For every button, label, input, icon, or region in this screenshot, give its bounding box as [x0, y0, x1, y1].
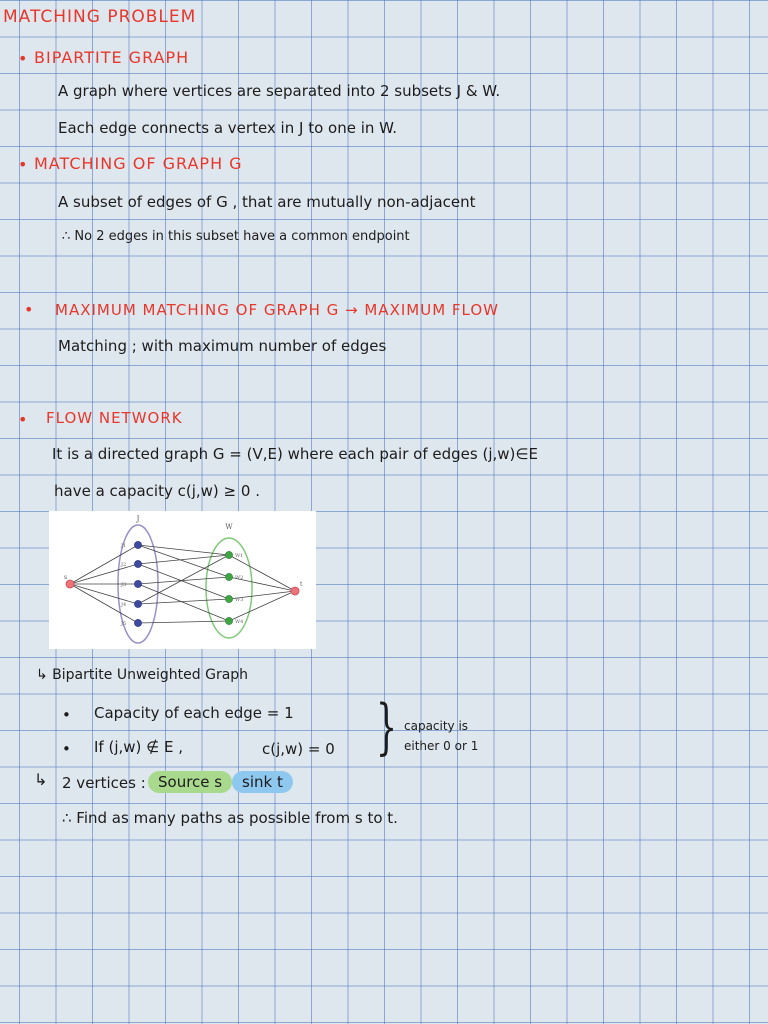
- w-node: [225, 595, 232, 602]
- w-node-label: W1: [235, 553, 244, 559]
- source-edge: [70, 584, 138, 623]
- j-node-label: J5: [121, 621, 127, 627]
- flow-line-1: It is a directed graph G = (V,E) where each pair of edges (j,w)∈E: [52, 445, 538, 463]
- w-set-label: W: [225, 523, 233, 531]
- bullet-dot: •: [62, 706, 71, 724]
- j-node-label: J3: [121, 582, 127, 588]
- w-node-label: W3: [235, 597, 244, 603]
- w-node: [225, 551, 232, 558]
- bullet-dot: •: [18, 49, 29, 68]
- w-node: [225, 573, 232, 580]
- source-highlight: Source s: [148, 771, 232, 793]
- vertices-arrow: ↳: [34, 770, 48, 789]
- brace-note: capacity is either 0 or 1: [404, 719, 479, 753]
- bipartite-edge: [138, 584, 229, 621]
- if-line: If (j,w) ∉ E ,: [94, 738, 183, 756]
- sink-node-label: t: [300, 581, 303, 588]
- j-node-label: J1: [121, 543, 127, 549]
- source-node-label: s: [64, 574, 68, 581]
- capacity-line: Capacity of each edge = 1: [94, 704, 294, 722]
- flow-heading: FLOW NETWORK: [46, 409, 183, 427]
- max-matching-heading: MAXIMUM MATCHING OF GRAPH G → MAXIMUM FLOW: [55, 301, 499, 319]
- flow-network-svg: [49, 511, 316, 649]
- w-node-label: W2: [235, 575, 244, 581]
- vertices-label: 2 vertices :: [62, 774, 146, 792]
- matching-line-2: ∴ No 2 edges in this subset have a common endpoint: [62, 229, 410, 244]
- bullet-dot: •: [24, 300, 35, 319]
- sink-highlight: sink t: [232, 771, 293, 793]
- if-result: c(j,w) = 0: [262, 740, 335, 758]
- matching-heading: MATCHING OF GRAPH G: [34, 154, 243, 173]
- bipartite-edge: [138, 564, 229, 599]
- j-node: [134, 619, 141, 626]
- bipartite-line-1: A graph where vertices are separated into 2 subsets J & W.: [58, 82, 501, 100]
- source-edge: [70, 584, 138, 604]
- w-node: [225, 617, 232, 624]
- flow-line-2: have a capacity c(j,w) ≥ 0 .: [54, 482, 260, 500]
- j-node: [134, 580, 141, 587]
- j-node: [134, 541, 141, 548]
- sink-node: [291, 587, 299, 595]
- sink-edge: [229, 591, 295, 621]
- bipartite-edge: [138, 621, 229, 623]
- page-title: MATCHING PROBLEM: [3, 7, 197, 27]
- w-node-label: W4: [235, 619, 244, 625]
- matching-line-1: A subset of edges of G , that are mutually non-adjacent: [58, 193, 476, 211]
- bipartite-edge: [138, 577, 229, 584]
- bipartite-line-2: Each edge connects a vertex in J to one in W.: [58, 119, 398, 137]
- sink-edge: [229, 555, 295, 591]
- bullet-dot: •: [18, 155, 29, 174]
- curly-brace: }: [376, 692, 398, 762]
- j-node-label: J2: [121, 562, 127, 568]
- bipartite-heading: BIPARTITE GRAPH: [34, 48, 190, 67]
- source-edge: [70, 564, 138, 584]
- unweighted-heading: ↳ Bipartite Unweighted Graph: [36, 667, 249, 683]
- j-node: [134, 560, 141, 567]
- j-node: [134, 600, 141, 607]
- find-paths-line: ∴ Find as many paths as possible from s to t.: [62, 809, 398, 827]
- bipartite-edge: [138, 599, 229, 604]
- source-node: [66, 580, 74, 588]
- bullet-dot: •: [18, 410, 29, 429]
- bullet-dot: •: [62, 740, 71, 758]
- flow-network-diagram: [49, 511, 316, 649]
- j-node-label: J4: [121, 602, 127, 608]
- max-matching-line-1: Matching ; with maximum number of edges: [58, 337, 387, 355]
- source-edge: [70, 545, 138, 584]
- j-set-label: J: [136, 515, 140, 523]
